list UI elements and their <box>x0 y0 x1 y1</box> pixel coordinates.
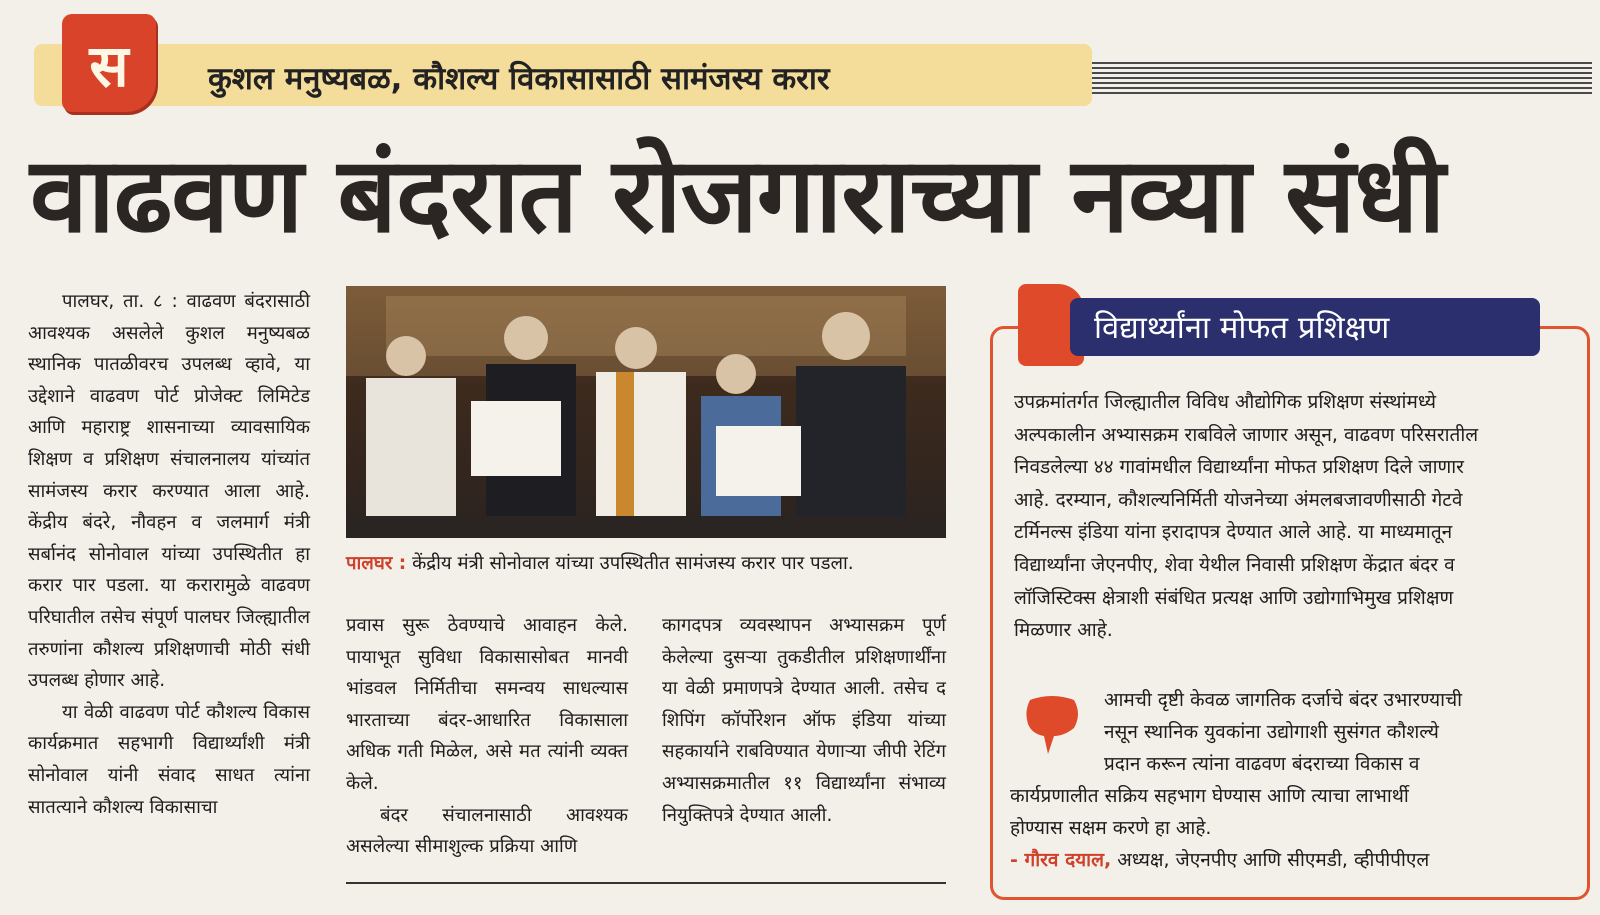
article-paragraph: प्रवास सुरू ठेवण्याचे आवाहन केले. पायाभूत सुविधा विकासासोबत मानवी भांडवल निर्मितीचा समन्वय साधल्यास भारताच्या बंदर-आधारित विकासाला अधिक गती मिळेल, असे मत त्यांनी व्यक्त केले. <box>346 615 628 794</box>
sidebar-title: विद्यार्थ्यांना मोफत प्रशिक्षण <box>1094 310 1390 346</box>
attribution-role: अध्यक्ष, जेएनपीए आणि सीएमडी, व्हीपीपीएल <box>1111 849 1430 871</box>
sidebar-body <box>1014 386 1574 647</box>
sidebar-line: लॉजिस्टिक्स क्षेत्राशी संबंधित प्रत्यक्ष आणि उद्योगाभिमुख प्रशिक्षण <box>1014 586 1454 609</box>
article-paragraph: बंदर संचालनासाठी आवश्यक असलेल्या सीमाशुल्क प्रक्रिया आणि <box>346 804 628 858</box>
sidebar-line: निवडलेल्या ४४ गावांमधील विद्यार्थ्यांना मोफत प्रशिक्षण दिले जाणार <box>1014 456 1464 479</box>
decorative-rules <box>1092 62 1592 96</box>
quote-line: होण्यास सक्षम करणे हा आहे. <box>1010 817 1212 839</box>
quote-line: आमची दृष्टी केवळ जागतिक दर्जाचे बंदर उभारण्याची <box>1104 689 1463 711</box>
quote-line: नसून स्थानिक युवकांना उद्योगाशी सुसंगत कौशल्ये <box>1104 721 1439 743</box>
sidebar-line: आहे. दरम्यान, कौशल्यनिर्मिती योजनेच्या अंमलबजावणीसाठी गेटवे <box>1014 488 1463 511</box>
photo-illustration <box>346 286 946 538</box>
article-column-2 <box>346 610 628 863</box>
quote-attribution <box>1010 846 1429 872</box>
logo-letter: स <box>89 32 129 100</box>
quote-line: प्रदान करून त्यांना वाढवण बंदराच्या विकास व <box>1104 753 1420 775</box>
sidebar-line: अल्पकालीन अभ्यासक्रम राबविले जाणार असून, वाढवण परिसरातील <box>1014 423 1479 446</box>
photo-caption <box>346 550 966 575</box>
headline: वाढवण बंदरात रोजगाराच्या नव्या संधी <box>30 134 1445 256</box>
kicker-text: कुशल मनुष्यबळ, कौशल्य विकासासाठी सामंजस्य करार <box>208 61 830 97</box>
sidebar-line: विद्यार्थ्यांना जेएनपीए, शेवा येथील निवासी प्रशिक्षण केंद्रात बंदर व <box>1014 553 1455 576</box>
caption-text: केंद्रीय मंत्री सोनोवाल यांच्या उपस्थितीत सामंजस्य करार पार पडला. <box>412 553 854 574</box>
column-divider <box>346 882 946 884</box>
article-column-3 <box>662 610 946 831</box>
event-photo <box>346 286 946 538</box>
sidebar-line: उपक्रमांतर्गत जिल्ह्यातील विविध औद्योगिक प्रशिक्षण संस्थांमध्ये <box>1014 391 1436 413</box>
quote-block <box>1010 684 1580 844</box>
sidebar-line: मिळणार आहे. <box>1014 619 1113 642</box>
attribution-name: - गौरव दयाल, <box>1010 849 1112 871</box>
sidebar-line: टर्मिनल्स इंडिया यांना इरादापत्र देण्यात आले आहे. या माध्यमातून <box>1014 521 1453 544</box>
quote-line: कार्यप्रणालीत सक्रिय सहभाग घेण्यास आणि त्याचा लाभार्थी <box>1010 785 1409 807</box>
article-paragraph: या वेळी वाढवण पोर्ट कौशल्य विकास कार्यक्रमात सहभागी विद्यार्थ्यांशी मंत्री सोनोवाल यांनी संवाद साधत त्यांना सातत्याने कौशल्य विकासाचा <box>28 701 310 818</box>
article-column-1 <box>28 286 310 823</box>
caption-place: पालघर : <box>346 553 407 574</box>
article-paragraph: कागदपत्र व्यवस्थापन अभ्यासक्रम पूर्ण केलेल्या दुसऱ्या तुकडीतील प्रशिक्षणार्थींना या वेळी प्रमाणपत्रे देण्यात आली. तसेच द शिपिंग कॉर्पोरेशन ऑफ इंडिया यांच्या सहकार्याने राबविण्यात येणाऱ्या जीपी रेटिंग अभ्यासक्रमातील ११ विद्यार्थ्यांना संभाव्य नियुक्तिपत्रे देण्यात आली. <box>662 615 946 826</box>
article-paragraph: पालघर, ता. ८ : वाढवण बंदरासाठी आवश्यक असलेले कुशल मनुष्यबळ स्थानिक पातळीवरच उपलब्ध व्हावे, या उद्देशाने वाढवण पोर्ट प्रोजेक्ट लिमिटेड आणि महाराष्ट्र शासनाच्या व्यावसायिक शिक्षण व प्रशिक्षण संचालनालय यांच्यांत सामंजस्य करार करण्यात आला आहे. केंद्रीय बंदरे, नौवहन व जलमार्ग मंत्री सर्बानंद सोनोवाल यांच्या उपस्थितीत हा करार पार पडला. या करारामुळे वाढवण परिघातील तसेच संपूर्ण पालघर जिल्ह्यातील तरुणांना कौशल्य प्रशिक्षणाची मोठी संधी उपलब्ध होणार आहे. <box>28 291 310 692</box>
newspaper-logo <box>62 14 156 112</box>
